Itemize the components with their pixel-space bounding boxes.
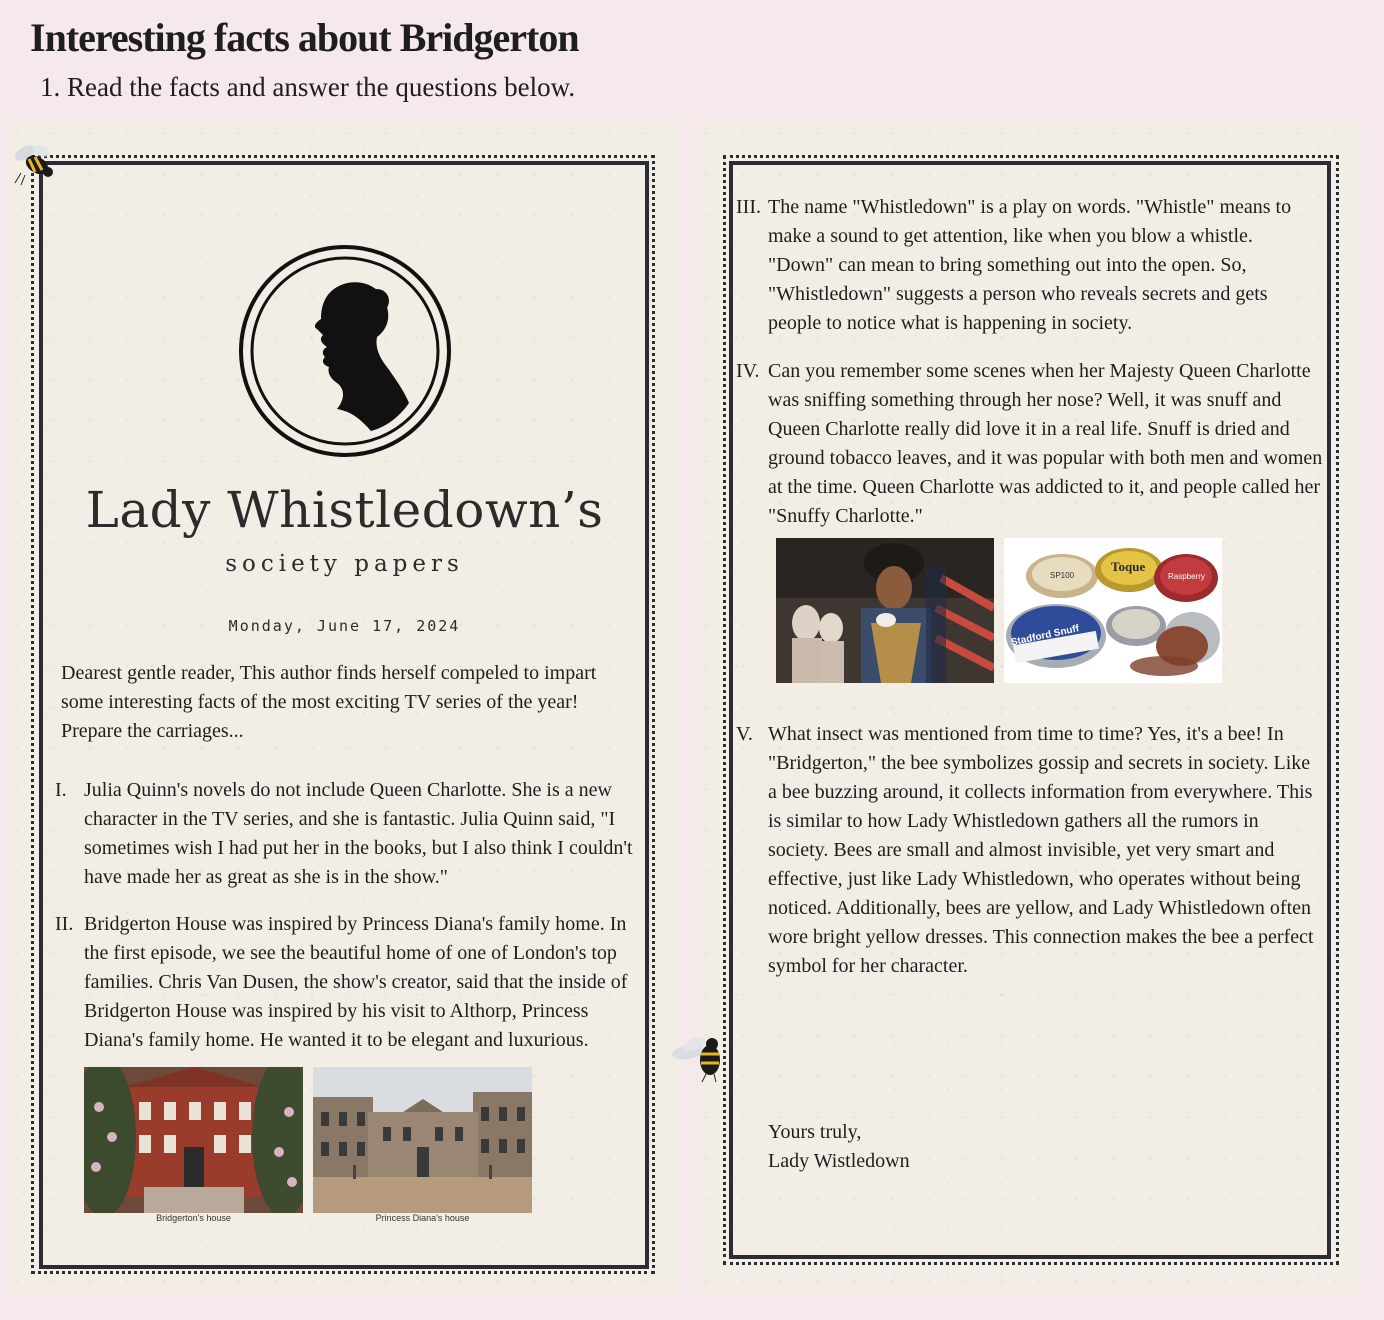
fact-number: III. xyxy=(736,196,761,218)
fact-number: V. xyxy=(736,723,753,745)
bridgerton-house-photo xyxy=(84,1067,303,1213)
instruction: 1. Read the facts and answer the questions below. xyxy=(40,72,576,102)
fact-text: Julia Quinn's novels do not include Queen Charlotte. She is a new character in the TV series, and she is fantastic. Julia Quinn said, "I sometimes wish I had put her in the books, but I also think I couldn't have made her as great as she is in the show." xyxy=(84,779,633,888)
fact-text: Bridgerton House was inspired by Princess Diana's family home. In the first episode, we see the beautiful home of one of London's top families. Chris Van Dusen, the show's creator, said that the inside of Bridgerton House was inspired by his visit to Althorp, Princess Diana's family home. He wanted it to be elegant and luxurious. xyxy=(84,913,628,1051)
masthead: Lady Whistledown’s xyxy=(85,481,604,539)
fact-number: II. xyxy=(55,913,74,935)
photo-caption: Bridgerton's house xyxy=(156,1213,231,1223)
closing-line: Yours truly, xyxy=(768,1121,862,1143)
bee-icon xyxy=(670,1032,730,1084)
fact-number: I. xyxy=(55,779,67,801)
photo-caption: Princess Diana's house xyxy=(375,1213,470,1223)
fact-number: IV. xyxy=(736,360,760,382)
masthead-tagline: society papers xyxy=(225,551,464,577)
bee-icon xyxy=(11,139,59,187)
signature: Lady Wistledown xyxy=(768,1150,910,1172)
fact-text: What insect was mentioned from time to time? Yes, it's a bee! In "Bridgerton," the bee symbolizes gossip and secrets in society. Like a bee buzzing around, it collects information from everywhere. This is similar to how Lady Whistledown gathers all the rumors in society. Bees are small and almost invisible, yet very smart and effective, just like Lady Whistledown, who operates without being noticed. Additionally, bees are yellow, and Lady Whistledown often wore bright yellow dresses. This connection makes the bee a perfect symbol for her character. xyxy=(768,723,1314,977)
tin-label: Raspberry xyxy=(1168,572,1205,581)
left-newspaper-page xyxy=(9,121,680,1293)
snuff-tins-photo xyxy=(1004,538,1222,683)
tin-label: SP100 xyxy=(1050,571,1075,580)
tin-label: Toque xyxy=(1111,559,1146,574)
page-title: Interesting facts about Bridgerton xyxy=(30,15,579,60)
intro-paragraph: Dearest gentle reader, This author finds herself compeled to impart some interesting facts of the most exciting TV series of the year! Prepare the carriages... xyxy=(61,662,597,742)
althorp-house-photo xyxy=(313,1067,532,1213)
right-newspaper-page xyxy=(699,121,1360,1293)
queen-charlotte-photo xyxy=(776,538,994,683)
fact-text: The name "Whistledown" is a play on words. "Whistle" means to make a sound to get attention, like when you blow a whistle. "Down" can mean to bring something out into the open. So, "Whistledown" suggests a person who reveals secrets and gets people to notice what is happening in society. xyxy=(768,196,1292,334)
cameo-silhouette-icon xyxy=(237,243,453,459)
fact-text: Can you remember some scenes when her Majesty Queen Charlotte was sniffing something through her nose? Well, it was snuff and Queen Charlotte really did love it in a real life. Snuff is dried and ground tobacco leaves, and it was popular with both men and women at the time. Queen Charlotte was addicted to it, and people called her "Snuffy Charlotte." xyxy=(768,360,1323,527)
tin-label: Stadford Snuff xyxy=(1009,623,1081,649)
issue-date: Monday, June 17, 2024 xyxy=(228,617,461,635)
